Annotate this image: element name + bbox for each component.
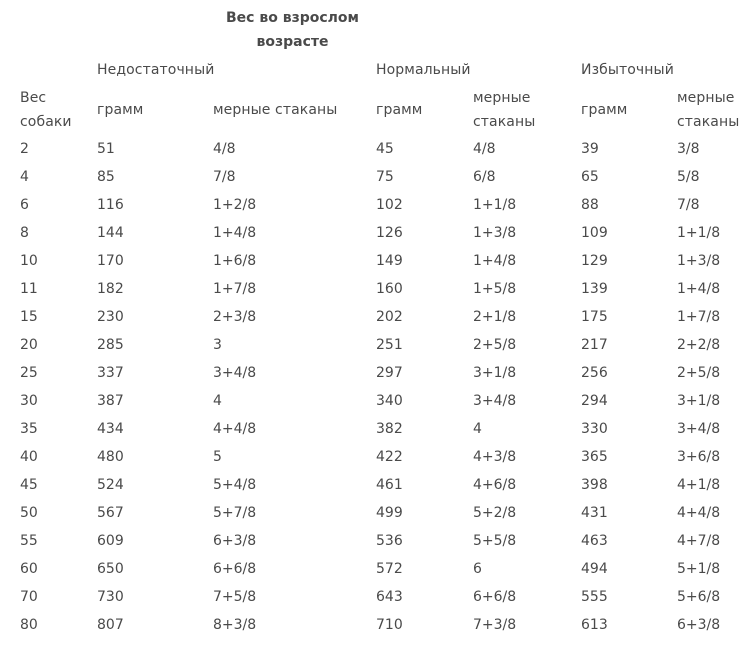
cell-grams-overweight: 494: [581, 561, 608, 577]
column-header-cups-normal: мерные стаканы: [473, 90, 536, 130]
cell-grams-overweight: 109: [581, 225, 608, 241]
cell-cups-underweight: 6+3/8: [213, 533, 257, 549]
cell-cups-underweight: 7/8: [213, 169, 236, 185]
cell-weight: 60: [20, 561, 38, 577]
cell-weight: 20: [20, 337, 38, 353]
cell-weight: 30: [20, 393, 38, 409]
cell-grams-underweight: 182: [97, 281, 124, 297]
cell-cups-overweight: 7/8: [677, 197, 700, 213]
cell-grams-normal: 202: [376, 309, 403, 325]
cell-weight: 40: [20, 449, 38, 465]
cell-grams-underweight: 650: [97, 561, 124, 577]
cell-weight: 80: [20, 617, 38, 633]
cell-cups-underweight: 3: [213, 337, 222, 353]
cell-grams-underweight: 480: [97, 449, 124, 465]
cell-cups-normal: 1+5/8: [473, 281, 517, 297]
cell-grams-normal: 572: [376, 561, 403, 577]
cell-grams-normal: 102: [376, 197, 403, 213]
cell-cups-overweight: 3+4/8: [677, 421, 721, 437]
cell-weight: 11: [20, 281, 38, 297]
cell-weight: 2: [20, 141, 29, 157]
cell-grams-normal: 126: [376, 225, 403, 241]
cell-grams-overweight: 398: [581, 477, 608, 493]
cell-cups-normal: 1+4/8: [473, 253, 517, 269]
column-header-dog-weight: Вес собаки: [20, 90, 72, 130]
cell-grams-normal: 160: [376, 281, 403, 297]
cell-grams-underweight: 730: [97, 589, 124, 605]
cell-grams-normal: 382: [376, 421, 403, 437]
cell-weight: 8: [20, 225, 29, 241]
cell-cups-underweight: 1+4/8: [213, 225, 257, 241]
cell-grams-underweight: 170: [97, 253, 124, 269]
cell-grams-normal: 75: [376, 169, 394, 185]
cell-grams-normal: 45: [376, 141, 394, 157]
cell-grams-underweight: 337: [97, 365, 124, 381]
cell-grams-underweight: 285: [97, 337, 124, 353]
cell-grams-normal: 643: [376, 589, 403, 605]
group-header-underweight: Недостаточный: [97, 62, 215, 78]
cell-grams-normal: 251: [376, 337, 403, 353]
cell-weight: 55: [20, 533, 38, 549]
cell-grams-normal: 340: [376, 393, 403, 409]
cell-weight: 70: [20, 589, 38, 605]
cell-cups-normal: 6+6/8: [473, 589, 517, 605]
cell-grams-underweight: 609: [97, 533, 124, 549]
cell-cups-underweight: 8+3/8: [213, 617, 257, 633]
cell-grams-normal: 536: [376, 533, 403, 549]
cell-cups-overweight: 4+1/8: [677, 477, 721, 493]
cell-grams-underweight: 524: [97, 477, 124, 493]
cell-grams-overweight: 65: [581, 169, 599, 185]
cell-grams-overweight: 463: [581, 533, 608, 549]
cell-grams-underweight: 85: [97, 169, 115, 185]
cell-cups-normal: 1+1/8: [473, 197, 517, 213]
cell-cups-underweight: 5: [213, 449, 222, 465]
cell-grams-overweight: 88: [581, 197, 599, 213]
cell-weight: 35: [20, 421, 38, 437]
cell-cups-underweight: 4/8: [213, 141, 236, 157]
cell-cups-normal: 4/8: [473, 141, 496, 157]
cell-cups-normal: 2+5/8: [473, 337, 517, 353]
cell-cups-normal: 4+6/8: [473, 477, 517, 493]
cell-cups-overweight: 1+1/8: [677, 225, 721, 241]
cell-weight: 10: [20, 253, 38, 269]
cell-grams-overweight: 39: [581, 141, 599, 157]
cell-grams-normal: 499: [376, 505, 403, 521]
cell-grams-normal: 461: [376, 477, 403, 493]
cell-cups-overweight: 6+3/8: [677, 617, 721, 633]
cell-weight: 15: [20, 309, 38, 325]
cell-grams-overweight: 613: [581, 617, 608, 633]
cell-grams-overweight: 365: [581, 449, 608, 465]
cell-grams-overweight: 129: [581, 253, 608, 269]
cell-cups-underweight: 1+6/8: [213, 253, 257, 269]
cell-weight: 45: [20, 477, 38, 493]
cell-cups-normal: 3+1/8: [473, 365, 517, 381]
cell-grams-normal: 710: [376, 617, 403, 633]
cell-grams-normal: 297: [376, 365, 403, 381]
cell-cups-normal: 7+3/8: [473, 617, 517, 633]
cell-cups-overweight: 1+4/8: [677, 281, 721, 297]
cell-grams-underweight: 567: [97, 505, 124, 521]
cell-cups-overweight: 5+6/8: [677, 589, 721, 605]
cell-cups-underweight: 5+4/8: [213, 477, 257, 493]
table-title: Вес во взрослом возрасте: [226, 10, 359, 50]
cell-weight: 50: [20, 505, 38, 521]
column-header-grams-normal: грамм: [376, 102, 423, 118]
cell-grams-underweight: 807: [97, 617, 124, 633]
cell-cups-normal: 5+5/8: [473, 533, 517, 549]
cell-cups-underweight: 2+3/8: [213, 309, 257, 325]
cell-weight: 25: [20, 365, 38, 381]
cell-cups-underweight: 6+6/8: [213, 561, 257, 577]
cell-cups-normal: 4: [473, 421, 482, 437]
cell-cups-overweight: 5+1/8: [677, 561, 721, 577]
cell-grams-overweight: 175: [581, 309, 608, 325]
cell-cups-overweight: 2+5/8: [677, 365, 721, 381]
cell-grams-overweight: 330: [581, 421, 608, 437]
cell-cups-overweight: 1+7/8: [677, 309, 721, 325]
cell-grams-underweight: 144: [97, 225, 124, 241]
cell-cups-underweight: 1+7/8: [213, 281, 257, 297]
cell-cups-overweight: 5/8: [677, 169, 700, 185]
cell-cups-underweight: 7+5/8: [213, 589, 257, 605]
cell-grams-normal: 422: [376, 449, 403, 465]
group-header-normal: Нормальный: [376, 62, 471, 78]
cell-grams-overweight: 555: [581, 589, 608, 605]
column-header-grams-overweight: грамм: [581, 102, 628, 118]
column-header-cups-overweight: мерные стаканы: [677, 90, 740, 130]
cell-cups-normal: 6: [473, 561, 482, 577]
cell-grams-underweight: 230: [97, 309, 124, 325]
cell-cups-overweight: 3/8: [677, 141, 700, 157]
cell-cups-normal: 4+3/8: [473, 449, 517, 465]
cell-cups-overweight: 4+7/8: [677, 533, 721, 549]
cell-grams-underweight: 116: [97, 197, 124, 213]
cell-cups-normal: 2+1/8: [473, 309, 517, 325]
cell-cups-normal: 3+4/8: [473, 393, 517, 409]
cell-grams-underweight: 434: [97, 421, 124, 437]
cell-grams-overweight: 256: [581, 365, 608, 381]
cell-cups-overweight: 3+6/8: [677, 449, 721, 465]
cell-grams-overweight: 217: [581, 337, 608, 353]
cell-grams-overweight: 294: [581, 393, 608, 409]
cell-cups-underweight: 5+7/8: [213, 505, 257, 521]
cell-cups-overweight: 3+1/8: [677, 393, 721, 409]
cell-grams-normal: 149: [376, 253, 403, 269]
cell-weight: 4: [20, 169, 29, 185]
cell-cups-overweight: 4+4/8: [677, 505, 721, 521]
column-header-cups-underweight: мерные стаканы: [213, 102, 338, 118]
cell-cups-normal: 1+3/8: [473, 225, 517, 241]
cell-cups-underweight: 3+4/8: [213, 365, 257, 381]
cell-grams-underweight: 387: [97, 393, 124, 409]
cell-cups-normal: 6/8: [473, 169, 496, 185]
cell-grams-overweight: 431: [581, 505, 608, 521]
cell-cups-underweight: 4+4/8: [213, 421, 257, 437]
cell-cups-underweight: 1+2/8: [213, 197, 257, 213]
cell-cups-underweight: 4: [213, 393, 222, 409]
cell-grams-overweight: 139: [581, 281, 608, 297]
cell-cups-overweight: 1+3/8: [677, 253, 721, 269]
cell-grams-underweight: 51: [97, 141, 115, 157]
column-header-grams-underweight: грамм: [97, 102, 144, 118]
cell-cups-overweight: 2+2/8: [677, 337, 721, 353]
cell-cups-normal: 5+2/8: [473, 505, 517, 521]
group-header-overweight: Избыточный: [581, 62, 674, 78]
cell-weight: 6: [20, 197, 29, 213]
